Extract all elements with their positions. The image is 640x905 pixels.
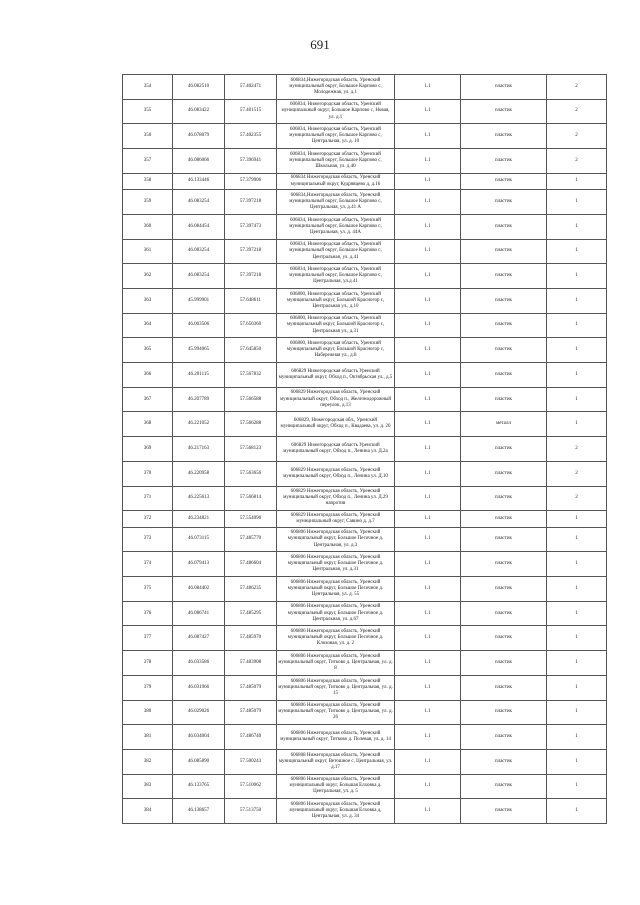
row-number-cell: 383 (123, 774, 173, 799)
latitude-cell: 46.079413 (173, 552, 225, 577)
latitude-cell: 46.138657 (173, 799, 225, 824)
container-volume-cell: 1.1 (395, 749, 461, 774)
longitude-cell: 57.402471 (225, 75, 277, 100)
container-volume-cell: 1.1 (395, 527, 461, 552)
container-count-cell: 1 (547, 527, 607, 552)
longitude-cell: 57.397473 (225, 214, 277, 239)
address-cell: 606806 Нижегородская область, Уренский муниципальный округ, Большая Елховка д. Центральная, ул. д. 5 (277, 774, 395, 799)
container-count-cell: 1 (547, 264, 607, 289)
latitude-cell: 46.083422 (173, 99, 225, 124)
table-row (123, 700, 607, 725)
address-cell: 606829 Нижегородская область, Уренский муниципальный округ, Савино д. д.7 (277, 511, 395, 528)
longitude-cell: 57.566288 (225, 412, 277, 437)
container-material-cell: пластик (461, 626, 547, 651)
latitude-cell: 46.133765 (173, 774, 225, 799)
longitude-cell: 57.402355 (225, 124, 277, 149)
table-row (123, 264, 607, 289)
container-count-cell: 1 (547, 626, 607, 651)
latitude-cell: 45.994065 (173, 338, 225, 363)
row-number-cell: 384 (123, 799, 173, 824)
container-volume-cell: 1.1 (395, 363, 461, 388)
address-cell: 606806 Нижегородская область, Уренский муниципальный округ, Титково д. Центральная, ул. д. 26 (277, 700, 395, 725)
table-row (123, 511, 607, 528)
longitude-cell: 57.483908 (225, 651, 277, 676)
longitude-cell: 57.485970 (225, 626, 277, 651)
latitude-cell: 46.083254 (173, 239, 225, 264)
table-row (123, 651, 607, 676)
container-volume-cell: 1.1 (395, 75, 461, 100)
latitude-cell: 46.083254 (173, 190, 225, 215)
longitude-cell: 57.566588 (225, 387, 277, 412)
container-material-cell: пластик (461, 774, 547, 799)
container-material-cell: пластик (461, 511, 547, 528)
container-volume-cell: 1.1 (395, 461, 461, 486)
container-count-cell: 2 (547, 437, 607, 462)
container-count-cell: 2 (547, 124, 607, 149)
address-cell: 606829 Нижегородская область, Уренский муниципальный округ, Обход п., Железнодорожный переулок, д.13 (277, 387, 395, 412)
container-volume-cell: 1.1 (395, 626, 461, 651)
container-material-cell: пластик (461, 313, 547, 338)
container-volume-cell: 1.1 (395, 651, 461, 676)
address-cell: 606800, Нижегородская область, Уренский муниципальный округ, Большой Красногор с, Набережная ул., д.8 (277, 338, 395, 363)
container-material-cell: пластик (461, 675, 547, 700)
container-volume-cell: 1.1 (395, 437, 461, 462)
row-number-cell: 355 (123, 99, 173, 124)
latitude-cell: 46.073115 (173, 527, 225, 552)
container-material-cell: пластик (461, 338, 547, 363)
container-volume-cell: 1.1 (395, 486, 461, 511)
row-number-cell: 369 (123, 437, 173, 462)
container-material-cell: пластик (461, 99, 547, 124)
container-volume-cell: 1.1 (395, 313, 461, 338)
container-material-cell: пластик (461, 651, 547, 676)
container-volume-cell: 1.1 (395, 601, 461, 626)
container-count-cell: 1 (547, 725, 607, 750)
latitude-cell: 46.220958 (173, 461, 225, 486)
container-material-cell: пластик (461, 289, 547, 314)
container-count-cell: 2 (547, 149, 607, 174)
table-row (123, 387, 607, 412)
latitude-cell: 46.217163 (173, 437, 225, 462)
container-material-cell: пластик (461, 749, 547, 774)
address-cell: 606834, Нижегородская область, Уренский муниципальный округ, Большое Карпово с, Центральная, ул. д. 44А (277, 214, 395, 239)
container-count-cell: 1 (547, 338, 607, 363)
container-volume-cell: 1.1 (395, 214, 461, 239)
table-row (123, 75, 607, 100)
latitude-cell: 46.221052 (173, 412, 225, 437)
row-number-cell: 372 (123, 511, 173, 528)
table-row (123, 124, 607, 149)
address-cell: 606806 Нижегородская область, Уренский муниципальный округ, Большая Елховка д, Центральная, ул. д. 34 (277, 799, 395, 824)
container-count-cell: 1 (547, 313, 607, 338)
table-row (123, 338, 607, 363)
container-count-cell: 1 (547, 577, 607, 602)
longitude-cell: 57.648611 (225, 289, 277, 314)
container-count-cell: 1 (547, 412, 607, 437)
latitude-cell: 46.086741 (173, 601, 225, 626)
table-row (123, 774, 607, 799)
container-count-cell: 1 (547, 214, 607, 239)
address-cell: 606806 Нижегородская область, Уренский муниципальный округ, Большое Песочное д. Центральная, ул. д.67 (277, 601, 395, 626)
table-row (123, 214, 607, 239)
container-material-cell: пластик (461, 700, 547, 725)
row-number-cell: 379 (123, 675, 173, 700)
container-count-cell: 1 (547, 799, 607, 824)
latitude-cell: 46.085890 (173, 749, 225, 774)
table-row (123, 412, 607, 437)
address-cell: 606834, Нижегородская область, Уренский муниципальный округ, Большое Карпово с, Школьная, ул. д.40 (277, 149, 395, 174)
row-number-cell: 370 (123, 461, 173, 486)
latitude-cell: 46.031966 (173, 675, 225, 700)
container-material-cell: пластик (461, 173, 547, 190)
row-number-cell: 359 (123, 190, 173, 215)
longitude-cell: 57.397218 (225, 190, 277, 215)
container-count-cell: 1 (547, 511, 607, 528)
row-number-cell: 368 (123, 412, 173, 437)
latitude-cell: 46.033586 (173, 651, 225, 676)
container-volume-cell: 1.1 (395, 387, 461, 412)
container-count-cell: 1 (547, 173, 607, 190)
row-number-cell: 367 (123, 387, 173, 412)
table-row (123, 749, 607, 774)
row-number-cell: 374 (123, 552, 173, 577)
container-material-cell: пластик (461, 239, 547, 264)
table-row (123, 601, 607, 626)
container-count-cell: 1 (547, 387, 607, 412)
longitude-cell: 57.397218 (225, 264, 277, 289)
row-number-cell: 381 (123, 725, 173, 750)
container-volume-cell: 1.1 (395, 552, 461, 577)
longitude-cell: 57.396941 (225, 149, 277, 174)
address-cell: 606806 Нижегородская область, Уренский муниципальный округ, Большое Песочное д. Центральная, ул. д.31 (277, 552, 395, 577)
latitude-cell: 46.201115 (173, 363, 225, 388)
container-count-cell: 1 (547, 289, 607, 314)
container-material-cell: пластик (461, 363, 547, 388)
latitude-cell: 46.133446 (173, 173, 225, 190)
row-number-cell: 364 (123, 313, 173, 338)
longitude-cell: 57.401515 (225, 99, 277, 124)
container-material-cell: пластик (461, 214, 547, 239)
longitude-cell: 57.645850 (225, 338, 277, 363)
row-number-cell: 376 (123, 601, 173, 626)
address-cell: 606834, Нижегородская область, Уренский муниципальный округ, Большое Карпово с, Новая, ул. д.1 (277, 99, 395, 124)
container-material-cell: пластик (461, 190, 547, 215)
row-number-cell: 380 (123, 700, 173, 725)
row-number-cell: 377 (123, 626, 173, 651)
longitude-cell: 57.485770 (225, 527, 277, 552)
container-material-cell: пластик (461, 124, 547, 149)
longitude-cell: 57.486235 (225, 577, 277, 602)
longitude-cell: 57.554096 (225, 511, 277, 528)
container-material-cell: пластик (461, 601, 547, 626)
longitude-cell: 57.510062 (225, 774, 277, 799)
container-count-cell: 1 (547, 552, 607, 577)
table-row (123, 486, 607, 511)
address-cell: 606829 Нижегородская область Уренский муниципальный округ, Обход п., Октябрьская ул., д.5 (277, 363, 395, 388)
row-number-cell: 373 (123, 527, 173, 552)
address-cell: 606829, Нижегородская обл., Уренский муниципальный округ, Обход п., Квадаева, ул. д. 20 (277, 412, 395, 437)
address-cell: 606834, Нижегородская область, Уренский муниципальный округ, Большое Карпово с, Центральная, ул. д.41 (277, 239, 395, 264)
row-number-cell: 358 (123, 173, 173, 190)
row-number-cell: 371 (123, 486, 173, 511)
longitude-cell: 57.567832 (225, 363, 277, 388)
address-cell: 606808 Нижегородская область, Уренский муниципальный округ, Ветошное с, Центральная, ул. д.17 (277, 749, 395, 774)
container-volume-cell: 1.1 (395, 239, 461, 264)
latitude-cell: 46.234821 (173, 511, 225, 528)
latitude-cell: 46.083254 (173, 264, 225, 289)
container-volume-cell: 1.1 (395, 264, 461, 289)
container-material-cell: пластик (461, 461, 547, 486)
latitude-cell: 46.084402 (173, 577, 225, 602)
table-row (123, 626, 607, 651)
address-cell: 606806 Нижегородская область, Уренский муниципальный округ, Титково д. Полевая, ул. д. 14 (277, 725, 395, 750)
container-volume-cell: 1.1 (395, 99, 461, 124)
container-material-cell: пластик (461, 75, 547, 100)
container-material-cell: пластик (461, 149, 547, 174)
table-row (123, 725, 607, 750)
longitude-cell: 57.500243 (225, 749, 277, 774)
row-number-cell: 366 (123, 363, 173, 388)
row-number-cell: 361 (123, 239, 173, 264)
address-cell: 606829 Нижегородская область, Уренский муниципальный округ, Обход п., Ленина ул. Д.29 напротив (277, 486, 395, 511)
row-number-cell: 378 (123, 651, 173, 676)
table-row (123, 577, 607, 602)
address-cell: 606829 Нижегородская область, Уренский муниципальный округ, Обход п., Ленина ул. Д.10 (277, 461, 395, 486)
row-number-cell: 365 (123, 338, 173, 363)
address-cell: 606806 Нижегородская область, Уренский муниципальный округ, Титково д. Центральная, ул. д. 15 (277, 675, 395, 700)
container-count-cell: 1 (547, 363, 607, 388)
container-volume-cell: 1.1 (395, 799, 461, 824)
container-count-cell: 1 (547, 190, 607, 215)
container-count-cell: 2 (547, 99, 607, 124)
container-volume-cell: 1.1 (395, 173, 461, 190)
table-row (123, 173, 607, 190)
latitude-cell: 46.086066 (173, 149, 225, 174)
table-row (123, 239, 607, 264)
table-row (123, 190, 607, 215)
row-number-cell: 375 (123, 577, 173, 602)
container-material-cell: пластик (461, 437, 547, 462)
container-material-cell: пластик (461, 577, 547, 602)
address-cell: 606800, Нижегородская область, Уренский муниципальный округ, Большой Красногор с, Центральная ул., д.31 (277, 313, 395, 338)
table-row (123, 313, 607, 338)
container-material-cell: металл (461, 412, 547, 437)
page-number: 691 (310, 37, 330, 52)
latitude-cell: 45.999901 (173, 289, 225, 314)
row-number-cell: 362 (123, 264, 173, 289)
address-cell: 606806 Нижегородская область, Уренский муниципальный округ, Большое Песочное д. Клоховая, ул. д. 2 (277, 626, 395, 651)
container-count-cell: 2 (547, 486, 607, 511)
longitude-cell: 57.568123 (225, 437, 277, 462)
container-volume-cell: 1.1 (395, 289, 461, 314)
table-row (123, 289, 607, 314)
table-row (123, 363, 607, 388)
latitude-cell: 46.034004 (173, 725, 225, 750)
container-count-cell: 2 (547, 461, 607, 486)
container-volume-cell: 1.1 (395, 725, 461, 750)
row-number-cell: 363 (123, 289, 173, 314)
row-number-cell: 382 (123, 749, 173, 774)
container-material-cell: пластик (461, 387, 547, 412)
latitude-cell: 46.029026 (173, 700, 225, 725)
container-material-cell: пластик (461, 552, 547, 577)
container-count-cell: 1 (547, 675, 607, 700)
container-volume-cell: 1.1 (395, 149, 461, 174)
longitude-cell: 57.379906 (225, 173, 277, 190)
table-row (123, 461, 607, 486)
container-count-cell: 1 (547, 774, 607, 799)
latitude-cell: 46.082510 (173, 75, 225, 100)
container-material-cell: пластик (461, 527, 547, 552)
address-cell: 606834 Нижегородская область, Уренский муниципальный округ, Кудрявцево д, д.16 (277, 173, 395, 190)
address-cell: 606834,Нижегородская область, Уренский муниципальный округ, Большое Карпово с, Молодежная, ул. д.1 (277, 75, 395, 100)
address-cell: 606834, Нижегородская область, Уренский муниципальный округ, Большое Карпово с, Центральная, ул.д.41 (277, 264, 395, 289)
address-cell: 606806 Нижегородская область, Уренский муниципальный округ, Большое Песочное д. Центральная, ул. д.3 (277, 527, 395, 552)
longitude-cell: 57.397218 (225, 239, 277, 264)
row-number-cell: 356 (123, 124, 173, 149)
table-row (123, 99, 607, 124)
longitude-cell: 57.650360 (225, 313, 277, 338)
container-volume-cell: 1.1 (395, 675, 461, 700)
table-row (123, 799, 607, 824)
longitude-cell: 57.513750 (225, 799, 277, 824)
container-volume-cell: 1.1 (395, 700, 461, 725)
container-volume-cell: 1.1 (395, 190, 461, 215)
longitude-cell: 57.485295 (225, 601, 277, 626)
address-cell: 606806 Нижегородская область, Уренский муниципальный округ, Большое Песочное д. Центральная, ул. д. 55 (277, 577, 395, 602)
latitude-cell: 46.207789 (173, 387, 225, 412)
container-material-cell: пластик (461, 725, 547, 750)
container-material-cell: пластик (461, 486, 547, 511)
container-count-cell: 2 (547, 75, 607, 100)
container-volume-cell: 1.1 (395, 774, 461, 799)
container-count-cell: 1 (547, 239, 607, 264)
container-count-cell: 1 (547, 700, 607, 725)
address-cell: 606806 Нижегородская область, Уренский муниципальный округ, Титково д. Центральная, ул. д. 8 (277, 651, 395, 676)
table-row (123, 552, 607, 577)
container-volume-cell: 1.1 (395, 338, 461, 363)
container-material-cell: пластик (461, 799, 547, 824)
container-volume-cell: 1.1 (395, 511, 461, 528)
longitude-cell: 57.486604 (225, 552, 277, 577)
table-row (123, 675, 607, 700)
row-number-cell: 360 (123, 214, 173, 239)
container-volume-cell: 1.1 (395, 577, 461, 602)
address-cell: 606800, Нижегородская область, Уренский муниципальный округ, Большой Красногор с, Центральная ул., д.10 (277, 289, 395, 314)
latitude-cell: 46.003506 (173, 313, 225, 338)
longitude-cell: 57.486740 (225, 725, 277, 750)
latitude-cell: 46.087427 (173, 626, 225, 651)
address-cell: 606834, Нижегородская область, Уренский муниципальный округ, Большое Карпово с, Центральная, ул. д. 10 (277, 124, 395, 149)
longitude-cell: 57.485079 (225, 675, 277, 700)
table-row (123, 437, 607, 462)
address-cell: 606834,Нижегородская область, Уренский муниципальный округ, Большое Карпово с, Центральная, ул. д.41 А (277, 190, 395, 215)
container-volume-cell: 1.1 (395, 124, 461, 149)
row-number-cell: 354 (123, 75, 173, 100)
container-count-cell: 1 (547, 601, 607, 626)
longitude-cell: 57.563656 (225, 461, 277, 486)
table-row (123, 527, 607, 552)
container-sites-table (122, 74, 607, 824)
longitude-cell: 57.566814 (225, 486, 277, 511)
container-volume-cell: 1.1 (395, 412, 461, 437)
latitude-cell: 46.225613 (173, 486, 225, 511)
address-cell: 606829 Нижегородская область Уренский муниципальный округ, Обход п., Ленина ул. Д.2а (277, 437, 395, 462)
container-count-cell: 1 (547, 651, 607, 676)
longitude-cell: 57.485079 (225, 700, 277, 725)
latitude-cell: 46.084454 (173, 214, 225, 239)
table-row (123, 149, 607, 174)
latitude-cell: 46.078079 (173, 124, 225, 149)
container-count-cell: 1 (547, 749, 607, 774)
container-material-cell: пластик (461, 264, 547, 289)
row-number-cell: 357 (123, 149, 173, 174)
